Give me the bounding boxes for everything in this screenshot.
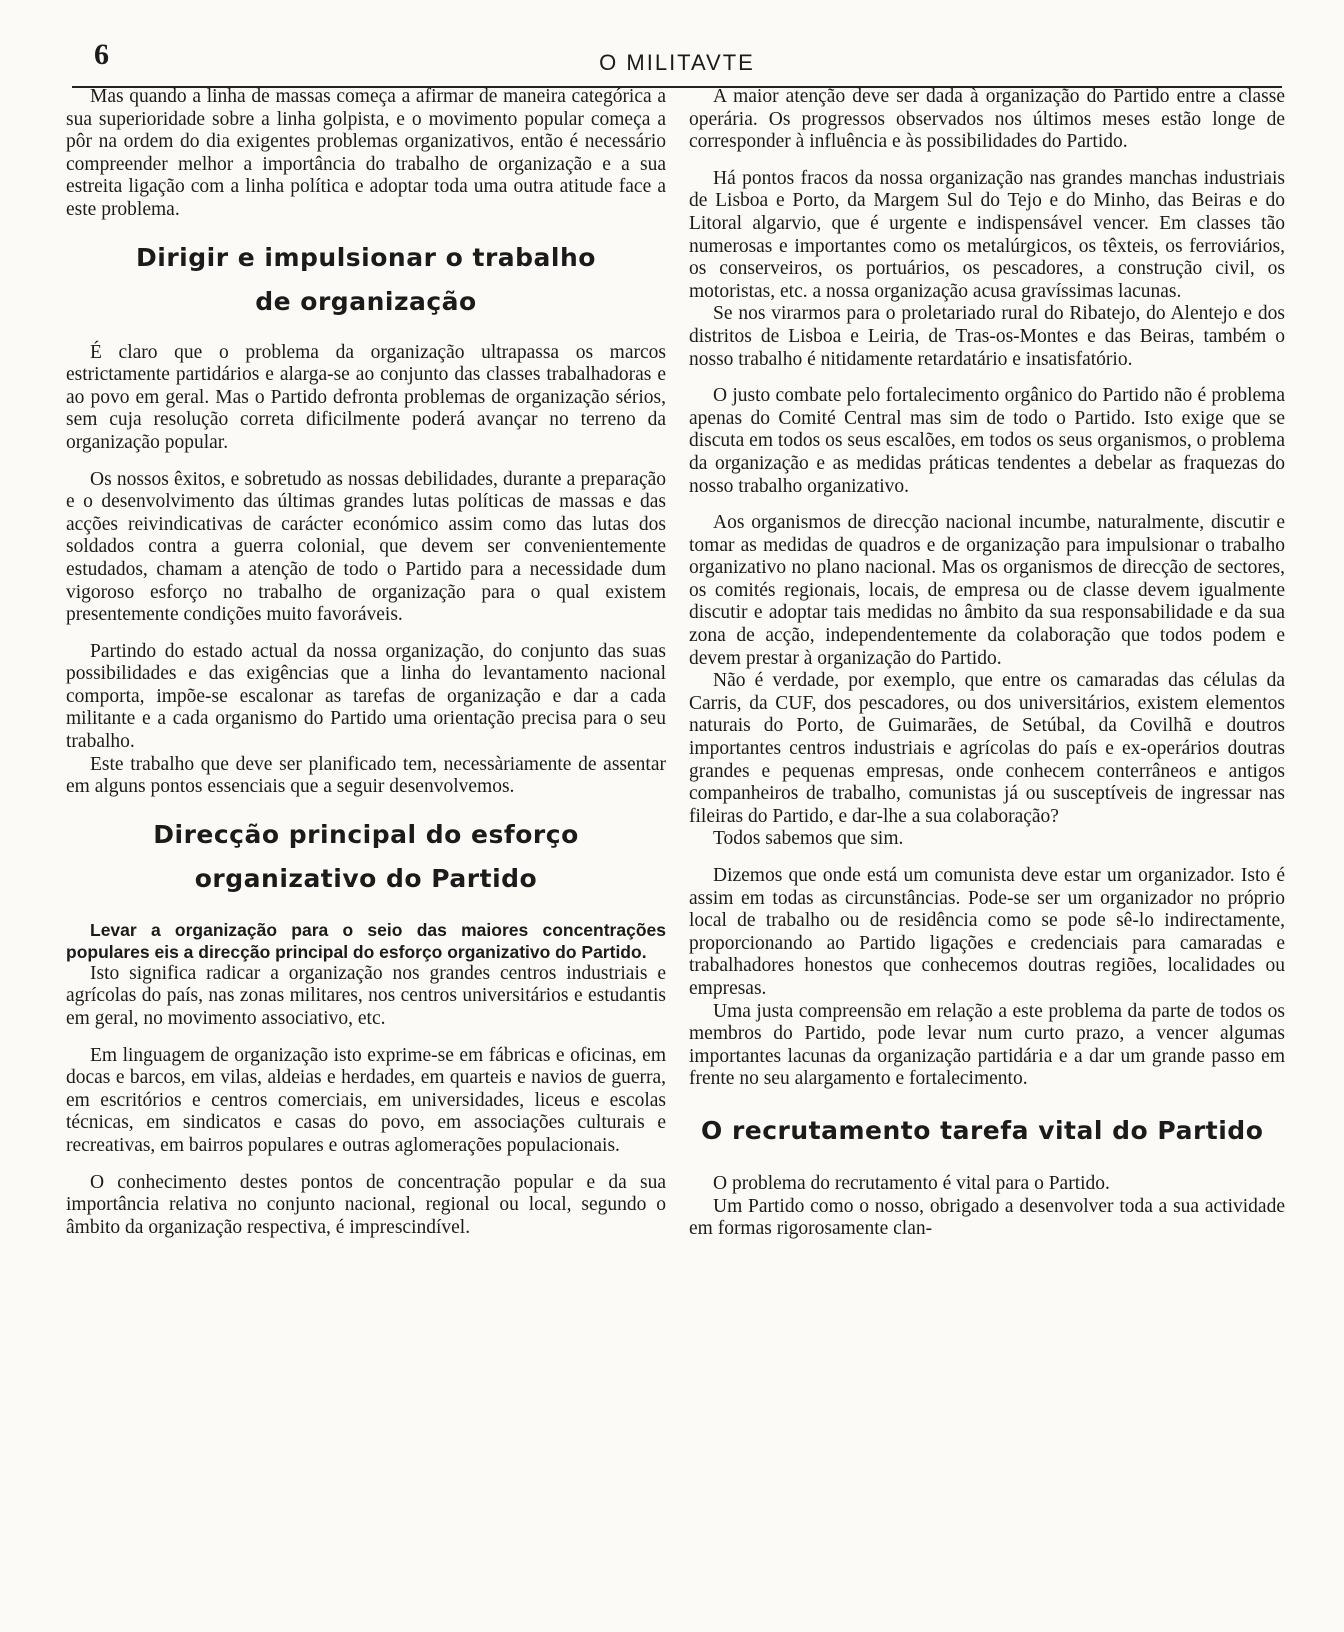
- page-number: 6: [94, 38, 109, 71]
- paragraph: O justo combate pelo fortalecimento orgânico do Partido não é problema apenas do Comité Central mas sim de todo o Partido. Isto exige que se discuta em todos os seus escalões, em todos os seus organismos, o problema da organização e as medidas práticas tendentes a debelar as fraquezas do nosso trabalho organizativo.: [689, 385, 1285, 497]
- paragraph: Uma justa compreensão em relação a este problema da parte de todos os membros do Partido, pode levar num curto prazo, a vencer algumas importantes lacunas da organização partidária e a dar um grande passo em frente no seu alargamento e fortalecimento.: [689, 1000, 1285, 1090]
- publication-title: O MILITAVTE: [599, 50, 755, 75]
- heading-line: Dirigir e impulsionar o trabalho: [136, 242, 596, 272]
- paragraph: O problema do recrutamento é vital para o Partido.: [713, 1172, 1110, 1194]
- paragraph: Em linguagem de organização isto exprime-se em fábricas e oficinas, em docas e barcos, em vilas, aldeias e herdades, em quarteis e navios de guerra, em escritórios e centros comerciais, em universidades, liceus e escolas técnicas, em sindicatos e casas do povo, em associações culturais e recreativas, em bairros populares e outras aglomerações populacionais.: [66, 1044, 666, 1156]
- paragraph: Isto significa radicar a organização nos grandes centros industriais e agrícolas do país, nas zonas militares, nos centros universitários e estudantis em geral, no movimento associativo, etc.: [66, 962, 666, 1030]
- left-column: [66, 86, 666, 1253]
- page-header: [72, 38, 1282, 78]
- paragraph: Não é verdade, por exemplo, que entre os camaradas das células da Carris, da CUF, dos pescadores, ou dos universitários, existem elementos naturais do Porto, de Guimarães, de Setúbal, da Covilhã e doutros importantes centros industriais e agrícolas do país e ex-operários doutras grandes e pequenas empresas, onde conhecem conterrâneos e antigos companheiros de trabalho, comunistas já ou susceptíveis de ingressar nas fileiras do Partido, e dar-lhe a sua colaboração?: [689, 670, 1285, 827]
- paragraph: Partindo do estado actual da nossa organização, do conjunto das suas possibilidades e das exigências que a linha do levantamento nacional comporta, impõe-se escalonar as tarefas de organização e dar a cada militante e a cada organismo do Partido uma orientação precisa para o seu trabalho.: [66, 640, 666, 753]
- paragraph: Mas quando a linha de massas começa a afirmar de maneira categórica a sua superioridade sobre a linha golpista, e o movimento popular começa a pôr na ordem do dia exigentes problemas organizativos, então é necessário compreender melhor a importância do trabalho de organização e a sua estreita ligação com a linha política e adoptar toda uma outra atitude face a este problema.: [66, 86, 666, 220]
- paragraph: É claro que o problema da organização ultrapassa os marcos estrictamente partidários e alarga-se ao conjunto das classes trabalhadoras e ao povo em geral. Mas o Partido defronta problemas de organização sérios, sem cuja resolução correta dificilmente poderá avançar no terreno da organização popular.: [66, 341, 666, 453]
- paragraph: Este trabalho que deve ser planificado tem, necessàriamente de assentar em alguns pontos essenciais que a seguir desenvolvemos.: [66, 753, 666, 798]
- paragraph: O conhecimento destes pontos de concentração popular e da sua importância relativa no conjunto nacional, regional ou local, segundo o âmbito da organização respectiva, é imprescindível.: [66, 1171, 666, 1238]
- paragraph: Um Partido como o nosso, obrigado a desenvolver toda a sua actividade em formas rigorosamente clan-: [689, 1195, 1285, 1240]
- paragraph: Há pontos fracos da nossa organização nas grandes manchas industriais de Lisboa e Porto, da Margem Sul do Tejo e do Minho, das Beiras e do Litoral algarvio, que é urgente e indispensável vencer. Em classes tão numerosas e importantes como os metalúrgicos, os têxteis, os ferroviários, os conserveiros, os portuários, os pescadores, a construção civil, os motoristas, etc. a nossa organização acusa gravíssimas lacunas.: [689, 167, 1285, 302]
- section-heading-direccao: [66, 813, 666, 901]
- paragraph: Dizemos que onde está um comunista deve estar um organizador. Isto é assim em todas as circunstâncias. Pode-se ser um organizador no próprio local de trabalho ou de residência como se pode sê-lo indirectamente, proporcionando ao Partido ligações e credenciais para camaradas e trabalhadores honestos que conhecemos doutras regiões, localidades ou empresas.: [689, 865, 1285, 999]
- heading-line: organizativo do Partido: [194, 863, 538, 893]
- section-heading-dirigir: [66, 236, 666, 324]
- heading-line: Direcção principal do esforço: [153, 819, 579, 849]
- paragraph: Os nossos êxitos, e sobretudo as nossas debilidades, durante a preparação e o desenvolvimento das últimas grandes lutas políticas de massas e das acções reivindicativas de carácter económico assim como das lutas dos soldados contra a guerra colonial, que devem ser convenientemente estudados, chamam a atenção de todo o Partido para a necessidade dum vigoroso esforço no trabalho de organização para o qual existem presentemente condições muito favoráveis.: [66, 468, 666, 626]
- bold-lead-paragraph: Levar a organização para o seio das maiores concentrações populares eis a direcção principal do esforço organizativo do Partido.: [66, 919, 666, 962]
- paragraph: A maior atenção deve ser dada à organização do Partido entre a classe operária. Os progressos observados nos últimos meses estão longe de corresponder à influência e às possibilidades do Partido.: [689, 86, 1285, 153]
- paragraph: Se nos virarmos para o proletariado rural do Ribatejo, do Alentejo e dos distritos de Lisboa e Leiria, de Tras-os-Montes e das Beiras, também o nosso trabalho é nitidamente retardatário e insatisfatório.: [689, 303, 1285, 370]
- paragraph: Todos sabemos que sim.: [713, 828, 904, 850]
- paragraph: Aos organismos de direcção nacional incumbe, naturalmente, discutir e tomar as medidas de quadros e de organização para impulsionar o trabalho organizativo no plano nacional. Mas os organismos de direcção de sectores, os comités regionais, locais, de empresa ou de classe devem igualmente discutir e adoptar tais medidas no âmbito da sua responsabilidade e da sua zona de acção, independentemente da colaboração que todos podem e devem prestar à organização do Partido.: [689, 512, 1285, 669]
- right-column: [689, 86, 1285, 1255]
- section-heading-recrutamento: O recrutamento tarefa vital do Partido: [701, 1115, 1264, 1145]
- heading-line: de organização: [255, 286, 477, 316]
